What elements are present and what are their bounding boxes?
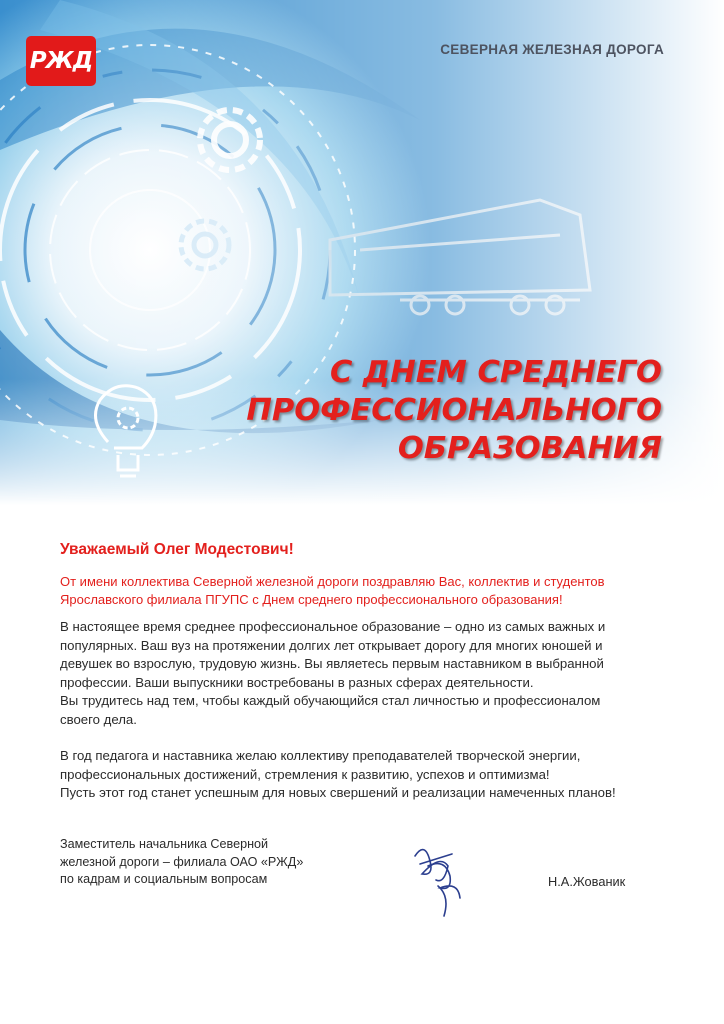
paragraph-line: Вы трудитесь над тем, чтобы каждый обучающийся стал личностью и профессионалом <box>60 693 601 708</box>
letter-intro <box>60 573 680 609</box>
paragraph-line: Пусть этот год станет успешным для новых свершений и реализации намеченных планов! <box>60 785 616 800</box>
rzd-logo: РЖД <box>26 36 96 86</box>
paragraph-line: профессиональных достижений, стремления к развитию, успехов и оптимизма! <box>60 766 550 782</box>
paragraph-line: В год педагога и наставника желаю коллективу преподавателей творческой энергии, <box>60 748 581 763</box>
paragraph-line: популярных. Ваш вуз на протяжении долгих лет открывает дорогу для многих юношей и <box>60 637 603 653</box>
paragraph-line: девушек во взрослую, трудовую жизнь. Вы являетесь первым наставником в выбранной <box>60 656 604 671</box>
greeting-title <box>246 354 662 468</box>
position-line: Заместитель начальника Северной <box>60 837 269 851</box>
paragraph-line: профессии. Ваши выпускники востребованы в разных сферах деятельности. <box>60 674 534 690</box>
letter-greeting: Уважаемый Олег Модестович! <box>60 541 294 558</box>
intro-line: От имени коллектива Северной железной дороги поздравляю Вас, коллектив и студентов <box>60 574 605 589</box>
title-line: ПРОФЕССИОНАЛЬНОГО <box>246 393 662 428</box>
letter-paragraph-2 <box>60 747 680 803</box>
signer-name: Н.А.Жованик <box>548 874 626 889</box>
letter-paragraph-1 <box>60 618 680 729</box>
title-line: ОБРАЗОВАНИЯ <box>397 431 662 466</box>
handwritten-signature <box>400 836 480 926</box>
position-line: железной дороги – филиала ОАО «РЖД» <box>60 854 304 869</box>
position-line: по кадрам и социальным вопросам <box>60 872 268 886</box>
signer-position <box>60 836 303 889</box>
title-line: С ДНЕМ СРЕДНЕГО <box>330 355 662 390</box>
paragraph-line: своего дела. <box>60 711 137 727</box>
intro-line: Ярославского филиала ПГУПС с Днем среднего профессионального образования! <box>60 592 563 607</box>
header-banner <box>0 0 724 505</box>
paragraph-line: В настоящее время среднее профессиональное образование – одно из самых важных и <box>60 619 606 634</box>
org-name: СЕВЕРНАЯ ЖЕЛЕЗНАЯ ДОРОГА <box>440 42 664 57</box>
